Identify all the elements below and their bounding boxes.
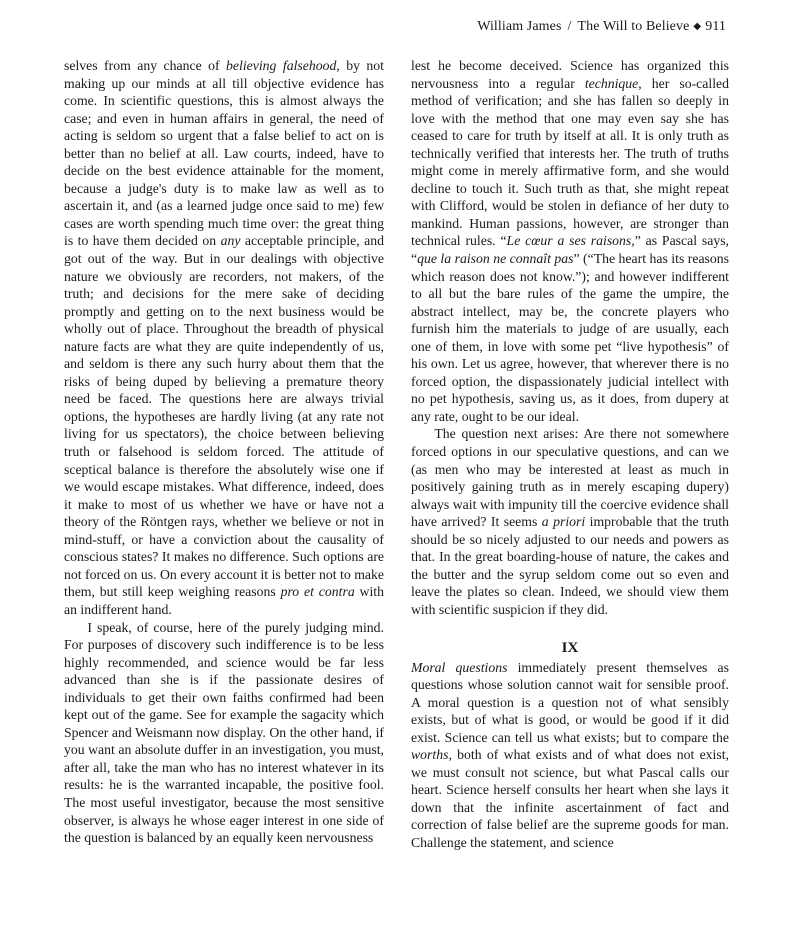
page-number: 911	[705, 19, 726, 34]
text-run: The question next arises: Are there not somewhere forced options in our speculative questions, and can we (as men who may be interested at least as much in positively gaining truth as in merely escaping dupery) always wait with impunity till the coercive evidence shall have arrived? It seems	[411, 426, 729, 530]
section-heading: IX	[561, 639, 579, 656]
italic-run: pro et contra	[280, 584, 355, 600]
text-run: improbable that the truth should be so nicely adjusted to our needs and powers as that. In the great boarding-house of nature, the cakes and the butter and the syrup seldom come out so even and leave the plates so clean. Indeed, we should view them with scientific suspicion if they did.	[411, 514, 729, 617]
italic-run: any	[220, 233, 241, 249]
text-run: ,” as Pascal says, “	[411, 233, 729, 267]
italic-run: believing falsehood	[226, 58, 337, 73]
header-separator: /	[567, 19, 572, 34]
text-run: , both of what exists and of what does not exist, we must consult not science, but what Pascal calls our heart. Science herself consults her heart when she lays it down that the infinite ascertainment of fact and correction of false belief are the supreme goods for man. Challenge the statement, and science	[411, 747, 729, 850]
paragraph	[411, 425, 729, 618]
italic-run: worths	[411, 747, 449, 763]
text-run: ” (“The heart has its reasons which reason does not know.”); and however indifferent to all but the bare rules of the game the umpire, the abstract intellect, may be, the concrete players who furnish him the materials to judge of are usually, each one of them, in love with some pet “live hypothesis” of his own. Let us agree, however, that wherever there is no forced option, the dispassionately judicial intellect with no pet hypothesis, saving us, as it does, from dupery at any rate, ought to be our ideal.	[411, 251, 729, 424]
text-run: acceptable principle, and got out of the way. But in our dealings with objective nature we obviously are recorders, not makers, of the truth; and decisions for the mere sake of deciding promptly and getting on to the next business would be wholly out of place. Throughout the breadth of physical nature facts are what they are quite independently of us, and seldom is there any such hurry about them that the risks of being duped by believing a premature theory need be faced. The questions here are always trivial options, the hypotheses are hardly living (at any rate not living for us spectators), the choice between believing truth or falsehood is seldom forced. The attitude of sceptical balance is therefore the absolutely wise one if we would escape mistakes. What difference, indeed, does it make to most of us whether we have or have not a theory of the Röntgen rays, whether we believe or not in mind-stuff, or have a conviction about the causality of conscious states? It makes no difference. Such options are not forced on us. On every account it is better not to make them, but still keep weighing reasons	[64, 233, 385, 600]
left-column	[64, 57, 384, 847]
header-author: William James	[477, 19, 562, 34]
text-run: , by not making up our minds at all till objective evidence has come. In scientific questions, this is almost always the case; and even in human affairs in general, the need of acting is seldom so urgent that a false belief to act on is better than no belief at all. Law courts, indeed, have to decide on the best evidence attainable for the moment, because a judge's duty is to make law as well as to ascertain it, and (as a learned judge once said to me) few cases are worth spending much time over: the great thing is to have them decided on	[64, 58, 384, 249]
right-column	[411, 57, 729, 852]
text-run: selves from any chance of	[64, 58, 227, 73]
paragraph	[411, 659, 729, 852]
paragraph	[411, 57, 729, 425]
text-run: , her so-called method of verification; and she has fallen so deeply in love with the method that one may even say she has ceased to care for truth by itself at all. It is only truth as technically verified that interests her. The truth of truths might come in merely affirmative form, and she would decline to touch it. Such truth as that, she might repeat with Clifford, would be stolen in defiance of her duty to mankind. Human passions, however, are stronger than technical rules. “	[411, 75, 729, 249]
header-title: The Will to Believe	[577, 19, 690, 34]
italic-run: que la raison ne connaît pas	[417, 251, 574, 267]
paragraph: I speak, of course, here of the purely judging mind. For purposes of discovery such indifference is to be less highly recommended, and science would be far less advanced than she is if the passionate desires of individuals to get their own faiths confirmed had been kept out of the game. See for example the sagacity which Spencer and Weismann now display. On the other hand, if you want an absolute duffer in an investigation, you must, after all, take the man who has no interest whatever in its results: he is the warranted incapable, the positive fool. The most useful investigator, because the most sensitive observer, is always he whose eager interest in one side of the question is balanced by an equally keen nervousness	[64, 619, 384, 846]
italic-run: technique	[584, 75, 639, 91]
text-run: lest he become deceived. Science has organized this nervousness into a regular	[411, 58, 729, 91]
italic-run: Le cœur a ses raisons	[506, 233, 632, 249]
text-run: immediately present themselves as questions whose solution cannot wait for sensible proof. A moral question is a question not of what sensibly exists, but of what is good, or would be good if it did exist. Science can tell us what exists; but to compare the	[411, 659, 729, 745]
italic-run: a priori	[541, 514, 586, 530]
text-run: with an indifferent hand.	[64, 584, 384, 617]
running-head	[477, 19, 726, 35]
paragraph	[64, 57, 384, 619]
italic-run: Moral questions	[411, 659, 508, 675]
diamond-ornament-icon: ◆	[693, 21, 702, 32]
